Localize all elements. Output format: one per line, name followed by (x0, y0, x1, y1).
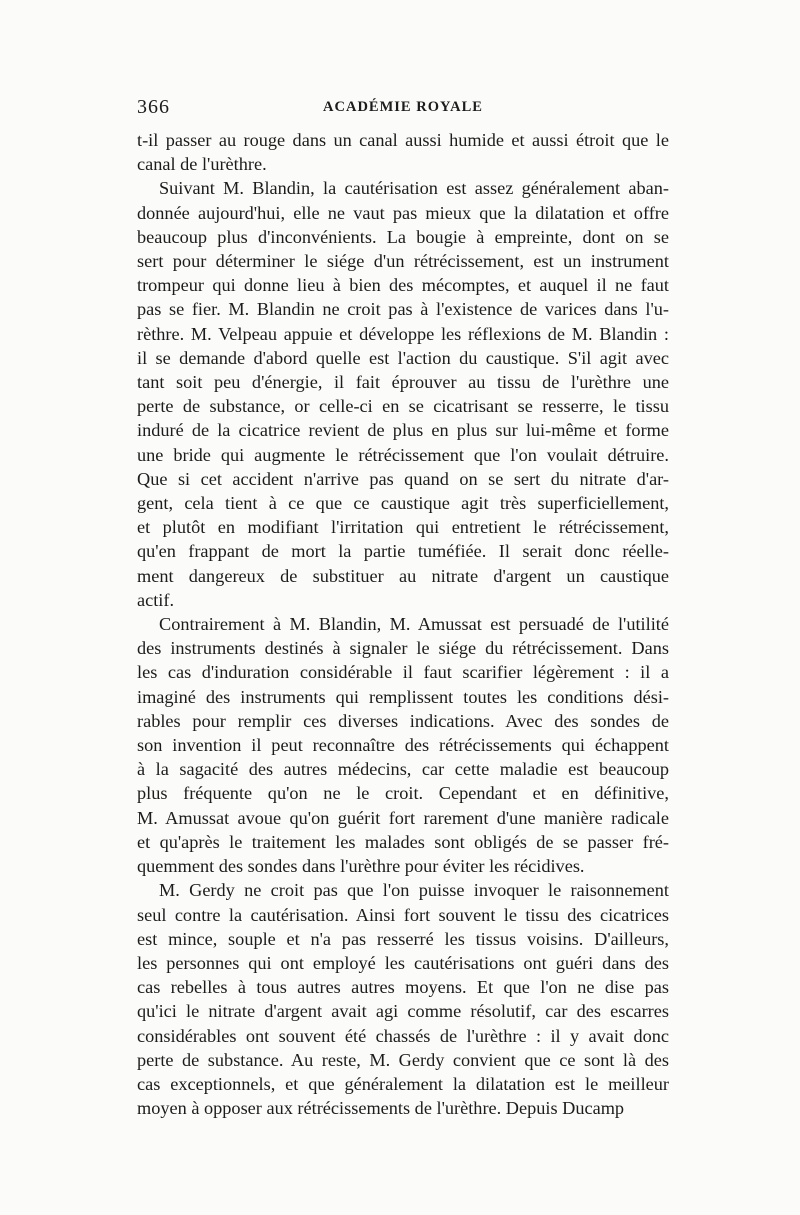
text-line: à la sagacité des autres médecins, car cette maladie est beaucoup (137, 759, 669, 780)
text-line: les cas d'induration considérable il faut scarifier légèrement : il a (137, 662, 669, 683)
text-line: est mince, souple et n'a pas resserré les tissus voisins. D'ailleurs, (137, 928, 669, 949)
text-line: M. Gerdy ne croit pas que l'on puisse invoquer le raisonnement (159, 880, 669, 901)
text-line: seul contre la cautérisation. Ainsi fort souvent le tissu des cicatrices (137, 904, 669, 925)
text-line: son invention il peut reconnaître des rétrécissements qui échappent (137, 735, 669, 756)
paragraph (137, 176, 669, 612)
text-line: plus fréquente qu'on ne le croit. Cependant et en définitive, (137, 783, 669, 804)
text-line: perte de substance. Au reste, M. Gerdy convient que ce sont là des (137, 1049, 669, 1070)
text-line: et qu'après le traitement les malades sont obligés de se passer fré- (137, 831, 669, 852)
text-line: cas rebelles à tous autres autres moyens. Et que l'on ne dise pas (137, 977, 669, 998)
text-line: Que si cet accident n'arrive pas quand on se sert du nitrate d'ar- (137, 468, 669, 489)
page-number: 366 (137, 96, 170, 118)
paragraph (137, 128, 669, 176)
text-line: canal de l'urèthre. (137, 154, 267, 175)
text-line: actif. (137, 589, 175, 610)
paragraph (137, 878, 669, 1120)
body-text (137, 128, 669, 1120)
text-line: quemment des sondes dans l'urèthre pour éviter les récidives. (137, 856, 585, 877)
text-line: beaucoup plus d'inconvénients. La bougie à empreinte, dont on se (137, 226, 669, 247)
page-header (137, 96, 669, 122)
text-line: et plutôt en modifiant l'irritation qui entretient le rétrécissement, (137, 517, 669, 538)
text-line: perte de substance, or celle-ci en se cicatrisant se resserre, le tissu (137, 396, 669, 417)
text-line: imaginé des instruments qui remplissent toutes les conditions dési- (137, 686, 669, 707)
text-line: trompeur qui donne lieu à bien des mécomptes, et auquel il ne faut (137, 275, 669, 296)
text-line: rèthre. M. Velpeau appuie et développe les réflexions de M. Blandin : (137, 323, 669, 344)
text-line: des instruments destinés à signaler le siége du rétrécissement. Dans (137, 638, 669, 659)
text-line: les personnes qui ont employé les cautérisations ont guéri dans des (137, 952, 669, 973)
text-line: tant soit peu d'énergie, il fait éprouver au tissu de l'urèthre une (137, 372, 669, 393)
text-line: qu'ici le nitrate d'argent avait agi comme résolutif, car des escarres (137, 1001, 669, 1022)
text-line: il se demande d'abord quelle est l'action du caustique. S'il agit avec (137, 347, 669, 368)
text-line: induré de la cicatrice revient de plus en plus sur lui-même et forme (137, 420, 669, 441)
paragraph (137, 612, 669, 878)
text-line: une bride qui augmente le rétrécissement que l'on voulait détruire. (137, 444, 669, 465)
text-line: rables pour remplir ces diverses indications. Avec des sondes de (137, 710, 669, 731)
text-line: Suivant M. Blandin, la cautérisation est assez généralement aban- (159, 178, 669, 199)
text-line: considérables ont souvent été chassés de l'urèthre : il y avait donc (137, 1025, 669, 1046)
text-line: Contrairement à M. Blandin, M. Amussat est persuadé de l'utilité (159, 614, 669, 635)
text-line: gent, cela tient à ce que ce caustique agit très superficiellement, (137, 493, 669, 514)
text-line: moyen à opposer aux rétrécissements de l'urèthre. Depuis Ducamp (137, 1098, 625, 1119)
text-line: cas exceptionnels, et que généralement la dilatation est le meilleur (137, 1073, 669, 1094)
text-line: sert pour déterminer le siége d'un rétrécissement, est un instrument (137, 251, 669, 272)
text-line: M. Amussat avoue qu'on guérit fort rarement d'une manière radicale (137, 807, 669, 828)
text-line: t-il passer au rouge dans un canal aussi humide et aussi étroit que le (137, 130, 669, 150)
text-line: ment dangereux de substituer au nitrate d'argent un caustique (137, 565, 669, 586)
running-head: ACADÉMIE ROYALE (323, 99, 483, 115)
text-line: donnée aujourd'hui, elle ne vaut pas mieux que la dilatation et offre (137, 202, 669, 223)
text-line: pas se fier. M. Blandin ne croit pas à l'existence de varices dans l'u- (137, 299, 669, 320)
text-line: qu'en frappant de mort la partie tuméfiée. Il serait donc réelle- (137, 541, 669, 562)
